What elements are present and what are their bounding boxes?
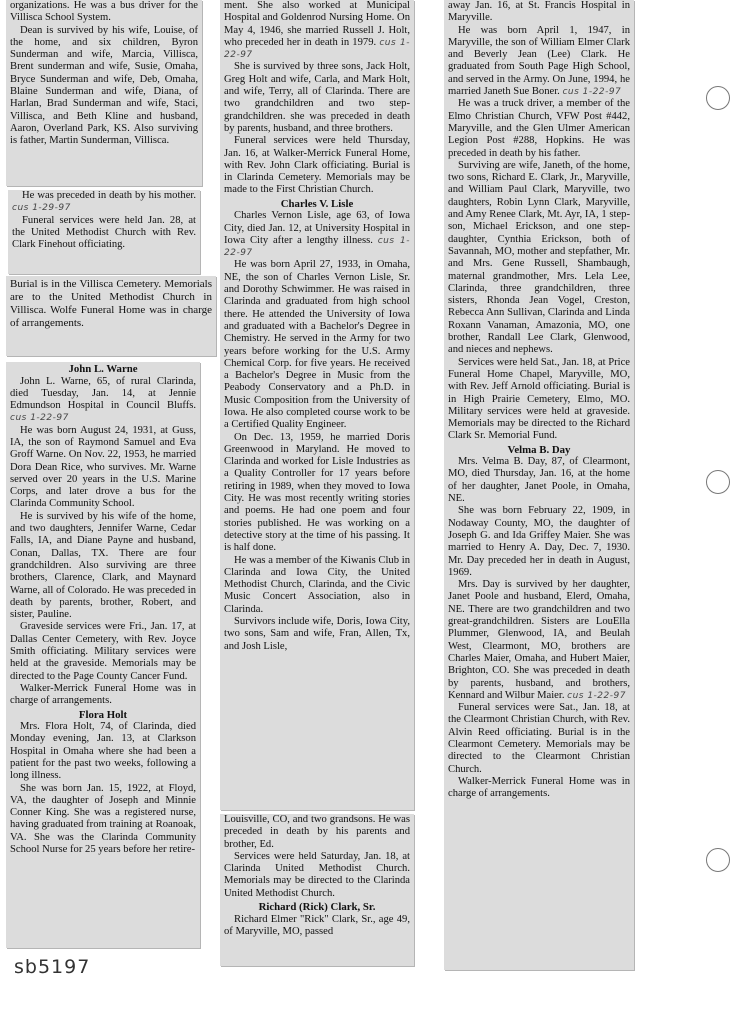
handwritten-note: cus 1-22-97 bbox=[224, 37, 410, 61]
paragraph: Burial is in the Villisca Cemetery. Memorials are to the United Methodist Church in Villisca. Wolfe Funeral Home was in charge of arrangements. bbox=[10, 278, 212, 329]
obituary-title: Richard (Rick) Clark, Sr. bbox=[258, 901, 376, 914]
paragraph: Mrs. Velma B. Day, 87, of Clearmont, MO, died Thursday, Jan. 16, at the home of her daughter, Janet Poole, in Omaha, NE. bbox=[448, 456, 630, 505]
obituary-clip-sunderman-cont bbox=[8, 190, 200, 274]
handwritten-note: cus 1-22-97 bbox=[10, 413, 69, 424]
paragraph: He was preceded in death by his mother. cus 1-29-97 bbox=[12, 190, 196, 214]
paragraph: She is survived by three sons, Jack Holt, Greg Holt and wife, Carla, and Mark Holt, and wife, Terry, all of Clarinda. There are two grandchildren and two step-grandchildren. she was preceded in death by parents, husband, and three brothers. bbox=[224, 61, 410, 134]
obituary-title: John L. Warne bbox=[68, 363, 138, 375]
paragraph: John L. Warne, 65, of rural Clarinda, died Tuesday, Jan. 14, at Jennie Edmundson Hospital in Council Bluffs. cus 1-22-97 bbox=[10, 375, 196, 424]
paragraph: He was born August 24, 1931, at Guss, IA, the son of Raymond Samuel and Eva Groff Warne. On Nov. 22, 1953, he married Dora Dean Rice, who survives. Mr. Warne served over 20 years in the U.S. Marine Corps, and later drove a bus for the Clarinda Community School. bbox=[10, 424, 196, 510]
paragraph: ment. She also worked at Municipal Hospital and Goldenrod Nursing Home. On May 4, 1946, she married Russell J. Holt, who preceded her in death in 1979. cus 1-22-97 bbox=[224, 0, 410, 61]
handwritten-note: cus 1-22-97 bbox=[562, 87, 622, 98]
paragraph: Richard Elmer "Rick" Clark, Sr., age 49, of Maryville, MO, passed bbox=[224, 913, 410, 937]
paragraph: He was a member of the Kiwanis Club in Clarinda and Iowa City, the United Methodist Church, Clarinda, and the Civic Music Concert Association, also in Clarinda. bbox=[224, 554, 410, 615]
paragraph: away Jan. 16, at St. Francis Hospital in Maryville. bbox=[448, 0, 630, 24]
handwritten-note: cus 1-22-97 bbox=[567, 690, 626, 701]
punch-hole bbox=[706, 86, 730, 110]
paragraph: Charles Vernon Lisle, age 63, of Iowa City, died Jan. 12, at University Hospital in Iowa City after a lengthy illness. cus 1-22-97 bbox=[224, 210, 410, 259]
obituary-clip-burial bbox=[6, 276, 216, 356]
punch-hole bbox=[706, 848, 730, 872]
paragraph: Funeral services were held Jan. 28, at the United Methodist Church with Rev. Clark Finehout officiating. bbox=[12, 214, 196, 251]
paragraph: He was born April 27, 1933, in Omaha, NE, the son of Charles Vernon Lisle, Sr. and Dorothy Schwimmer. He was raised in Clarinda and graduated from high school there. He attended the University of Iowa and graduated with a Bachelor's Degree in Chemistry. He served in the Army for two years before working for the U.S. Army Chemical Corp. for five years. He received a Bachelor's Degree in Music from the Peabody Conservatory and a Ph.D. in Music Composition from the University of Iowa. He also completed course work to be a Certified Quality Engineer. bbox=[224, 259, 410, 431]
paragraph: Walker-Merrick Funeral Home was in charge of arrangements. bbox=[448, 775, 630, 800]
obituary-clip-holt-lisle bbox=[220, 0, 414, 810]
paragraph: Mrs. Flora Holt, 74, of Clarinda, died Monday evening, Jan. 13, at Clarkson Hospital in Omaha where she had been a patient for the past two weeks, following a long illness. bbox=[10, 721, 196, 782]
paragraph: Dean is survived by his wife, Louise, of the home, and six children, Byron Sunderman and wife, Marcia, Villisca, Brent sunderman and wife, Susie, Omaha, Bryce Sunderman and wife, Deb, Omaha, Blaine Sunderman and wife, Diana, of Harlan, Brad Sunderman and wife, Staci, Villisca, and Beth Kline and husband, Aaron, Overland Park, KS. Also surviving is father, Martin Sunderman, Villisca. bbox=[10, 24, 198, 147]
paragraph: Services were held Saturday, Jan. 18, at Clarinda United Methodist Church. Memorials may be directed to the Clarinda United Methodist Church. bbox=[224, 850, 410, 899]
paragraph: Walker-Merrick Funeral Home was in charge of arrangements. bbox=[10, 682, 196, 707]
paragraph: He was born April 1, 1947, in Maryville, the son of William Elmer Clark and Beverly Jean (Lee) Clark. He graduated from South Page High School, and served in the Army. On June, 1994, he married Janeth Sue Boner. cus 1-22-97 bbox=[448, 24, 630, 98]
paragraph: Mrs. Day is survived by her daughter, Janet Poole and husband, Elerd, Omaha, NE. There are two grandchildren and two great-grandchildren. Sisters are LouElla Plummer, Glenwood, IA, and Beulah West, Clearmont, MO, brothers are Charles Maier, Omaha, and Hubert Maier, Brighton, CO. She was preceded in death by parents, husband, and brothers, Kennard and Wilbur Maier. cus 1-22-97 bbox=[448, 579, 630, 701]
paragraph: He was a truck driver, a member of the Elmo Christian Church, VFW Post #442, Maryville, and the Glen Ulmer American Legion Post #288, Hopkins. He was preceded in death by his father. bbox=[448, 98, 630, 159]
obituary-title: Flora Holt bbox=[78, 708, 128, 721]
paragraph: Funeral services were Sat., Jan. 18, at the Clearmont Christian Church, with Rev. Alvin Reed officiating. Burial is in the Clearmont Cemetery. Memorials may be directed to the Clearmont Christian Church. bbox=[448, 702, 630, 775]
obituary-title: Charles V. Lisle bbox=[280, 197, 354, 210]
paragraph: organizations. He was a bus driver for the Villisca School System. bbox=[10, 0, 198, 24]
paragraph: Survivors include wife, Doris, Iowa City, two sons, Sam and wife, Fran, Allen, Tx, and Josh Lisle, bbox=[224, 616, 410, 652]
paragraph: Services were held Sat., Jan. 18, at Price Funeral Home Chapel, Maryville, MO, with Rev. Jeff Arnold officiating. Burial is in High Prairie Cemetery, Elmo, MO. Military services were held at graveside. Memorials may be directed to the Richard Clark Sr. Memorial Fund. bbox=[448, 356, 630, 442]
obituary-title: Velma B. Day bbox=[507, 443, 571, 456]
paragraph: She was born Jan. 15, 1922, at Floyd, VA, the daughter of Joseph and Minnie Conner King. She was a registered nurse, having graduated from training at Roanoak, VA. She was the Clarinda Community School Nurse for 25 years before her retire- bbox=[10, 782, 196, 855]
paragraph: Funeral services were held Thursday, Jan. 16, at Walker-Merrick Funeral Home, with Rev. John Clark officiating. Burial is in Clarinda Cemetery. Memorials may be made to the First Christian Church. bbox=[224, 135, 410, 196]
obituary-clip-clark-day bbox=[444, 0, 634, 970]
obituary-clip-lisle-clark bbox=[220, 814, 414, 966]
punch-hole bbox=[706, 470, 730, 494]
paragraph: Graveside services were Fri., Jan. 17, at Dallas Center Cemetery, with Rev. Joyce Smith officiating. Military services were held at the graveside. Memorials may be directed to the Page County Cancer Fund. bbox=[10, 621, 196, 682]
handwritten-note: cus 1-29-97 bbox=[12, 203, 71, 214]
paragraph: She was born February 22, 1909, in Nodaway County, MO, the daughter of Joseph G. and Ida Griffey Maier. She was married to Henry A. Day, Dec. 7, 1930. Mr. Day preceded her in death in August, 1969. bbox=[448, 505, 630, 578]
obituary-clip-warne-holt bbox=[6, 362, 200, 948]
handwritten-catalog-code: sb5197 bbox=[14, 956, 91, 978]
paragraph: Louisville, CO, and two grandsons. He was preceded in death by his parents and brother, Ed. bbox=[224, 814, 410, 850]
paragraph: He is survived by his wife of the home, and two daughters, Jennifer Warne, Cedar Falls, IA, and Diane Payne and husband, Conan, Dallas, TX. There are four grandchildren. Also surviving are three brothers, Clarence, Clark, and Maynard Warne, all of Colorado. He was preceded in death by parents, brother, Robert, and sister, Pauline. bbox=[10, 510, 196, 621]
handwritten-note: cus 1-22-97 bbox=[224, 235, 410, 259]
paragraph: Surviving are wife, Janeth, of the home, two sons, Richard E. Clark, Jr., Maryville, and William Paul Clark, Maryville, two daughters, Robin Lynn Clark, Maryville, and Amy Renee Clark, Mt. Ayr, IA, 1 step-son, Michael Erickson, and one step-daughter, Cynthia Erickson, both of Savannah, MO, mother and stepfather, Mr. and Mrs. Gene Russell, Shambaugh, maternal grandmother, Mrs. Lela Lee, Clarinda, three grandchildren, three sisters, Rhonda Jean Vogel, Creston, Rebecca Ann Sullivan, Clarinda and Linda Roxann Vanaman, Amazonia, MO, one brother, Randall Lee Clark, Glenwood, and nieces and nephews. bbox=[448, 159, 630, 356]
obituary-clip-sunderman bbox=[6, 0, 202, 186]
paragraph: On Dec. 13, 1959, he married Doris Greenwood in Maryland. He moved to Clarinda and worked for Lisle Industries as a Quality Controller for 17 years before retiring in 1989, when they moved to Iowa City. He was most recently writing stories and poems. He had one poem and four stories published. He was working on a detective story at the time of his passing. It is half done. bbox=[224, 431, 410, 554]
